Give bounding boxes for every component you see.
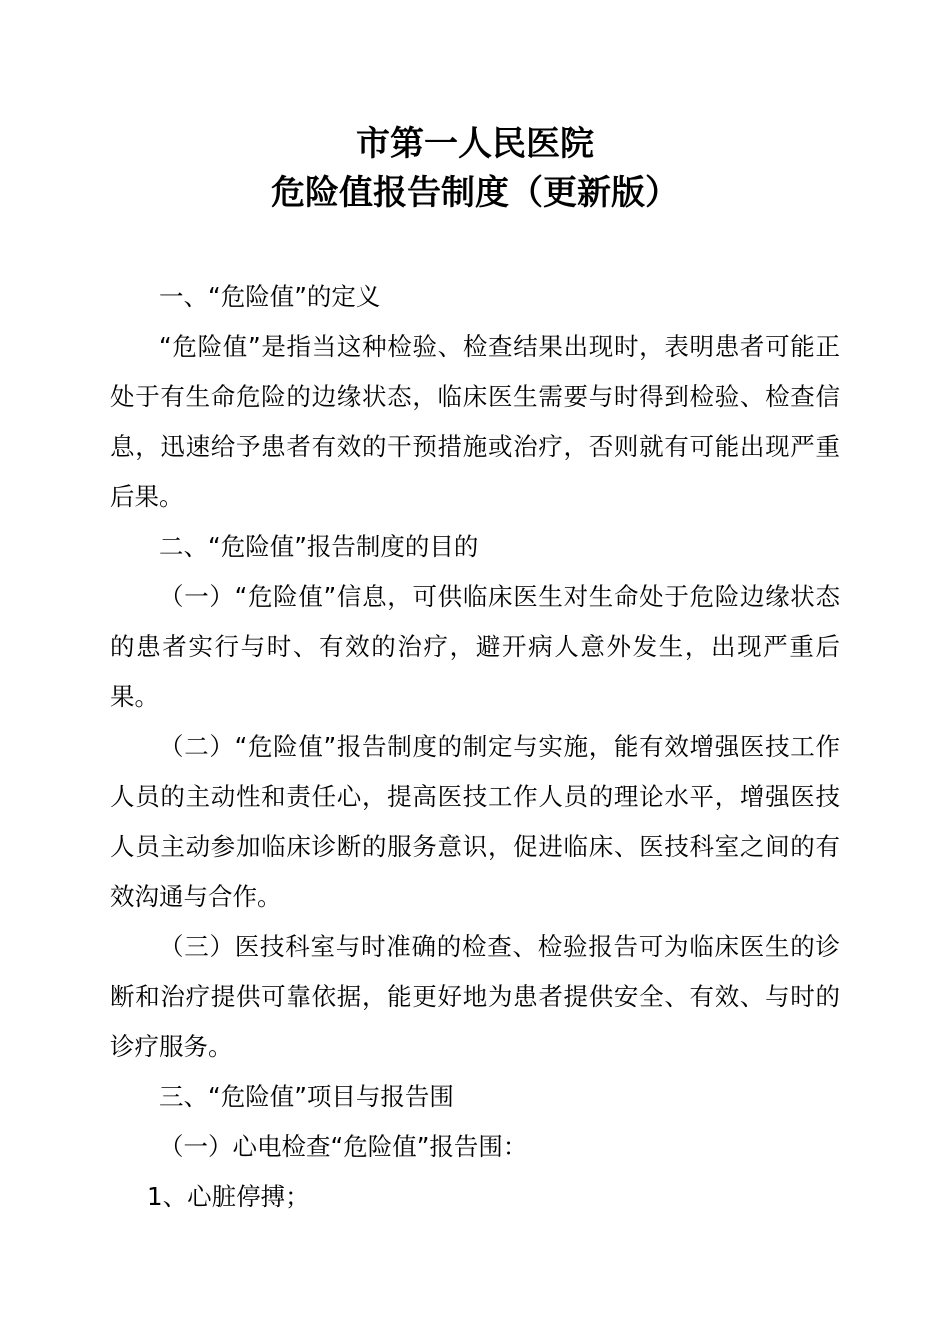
section-heading-purpose: 二、“危险值”报告制度的目的 — [159, 532, 479, 561]
paragraph-purpose-1: （一）“危险值”信息，可供临床医生对生命处于危险边缘状态的患者实行与时、有效的治疗，避开病人意外发生，出现严重后果。 — [110, 582, 840, 711]
section-heading-definition: 一、“危险值”的定义 — [159, 282, 381, 311]
document-body — [110, 272, 840, 1222]
document-title-policy: 危险值报告制度（更新版） — [271, 173, 679, 213]
paragraph-purpose-2: （二）“危险值”报告制度的制定与实施，能有效增强医技工作人员的主动性和责任心，提高医技工作人员的理论水平，增强医技人员主动参加临床诊断的服务意识，促进临床、医技科室之间的有效沟通与合作。 — [110, 732, 840, 911]
document-title-hospital: 市第一人民医院 — [356, 124, 594, 164]
subheading-ecg-scope: （一）心电检查“危险值”报告围： — [159, 1132, 528, 1161]
list-item-cardiac-arrest: 1、心脏停搏； — [147, 1182, 310, 1211]
paragraph-definition: “危险值”是指当这种检验、检查结果出现时，表明患者可能正处于有生命危险的边缘状态，临床医生需要与时得到检验、检查信息，迅速给予患者有效的干预措施或治疗，否则就有可能出现严重后果。 — [110, 332, 840, 511]
paragraph-purpose-3: （三）医技科室与时准确的检查、检验报告可为临床医生的诊断和治疗提供可靠依据，能更好地为患者提供安全、有效、与时的诊疗服务。 — [110, 932, 840, 1061]
section-heading-items-scope: 三、“危险值”项目与报告围 — [159, 1082, 454, 1111]
